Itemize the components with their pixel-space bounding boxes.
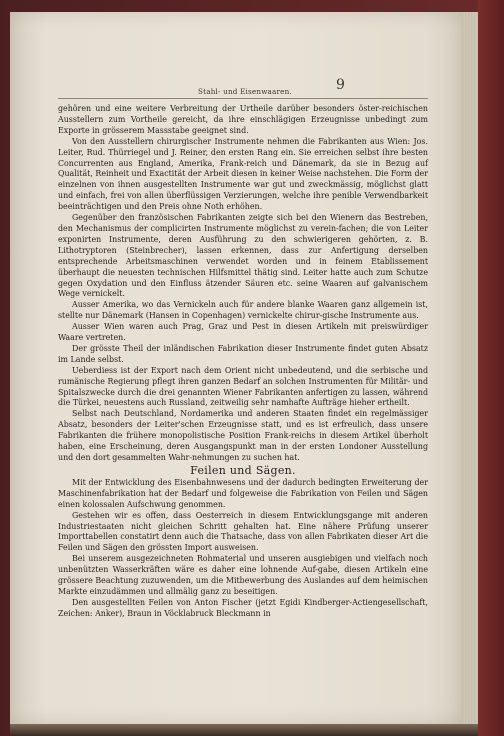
book-cover	[478, 0, 504, 736]
paragraph: Selbst nach Deutschland, Nordamerika und anderen Staaten findet ein regelmässiger Absatz, besonders der Leiter'schen Erzeugnisse statt, und es ist erfreulich, dass unsere Fabrikanten die frühere monopolistische Position Frank-reichs in diesem Artikel überholt haben, eine Erscheinung, deren Ausgangspunkt man in der ersten Londoner Ausstellung und den dort gesammelten Wahr-nehmungen zu suchen hat.	[58, 409, 428, 462]
paragraph: Den ausgestellten Feilen von Anton Fischer (jetzt Egidi Kindberger-Actiengesellschaft, Zeichen: Anker), Braun in Vöcklabruck Bleckmann in	[58, 597, 428, 618]
paragraph: Ausser Wien waren auch Prag, Graz und Pest in diesen Artikeln mit preiswürdiger Waare vertreten.	[58, 322, 428, 343]
header-rule	[58, 98, 428, 99]
paragraph: Mit der Entwicklung des Eisenbahnwesens und der dadurch bedingten Erweiterung der Maschinenfabrikation hat der Bedarf und folgeweise die Fabrikation von Feilen und Sägen einen kolossalen Aufschwung genommen.	[58, 477, 428, 509]
paragraph: Ueberdiess ist der Export nach dem Orient nicht unbedeutend, und die serbische und rumänische Regierung pflegt ihren ganzen Bedarf an solchen Instrumenten für Militär- und Spitalszwecke durch die drei genannten Wiener Fabrikanten anfertigen zu lassen, während die Türkei, neuestens auch Russland, zeitweilig sehr namhafte Aufträge hieher ertheilt.	[58, 365, 428, 408]
page-number: 9	[336, 77, 345, 93]
paragraph: Ausser Amerika, wo das Vernickeln auch für andere blanke Waaren ganz allgemein ist, stellte nur Dänemark (Hansen in Copenhagen) vernickelte chirur-gische Instrumente aus.	[58, 300, 428, 321]
paragraph: Der grösste Theil der inländischen Fabrikation dieser Instrumente findet guten Absatz im Lande selbst.	[58, 343, 428, 364]
page-content	[58, 77, 428, 680]
paragraph: Gegenüber den französischen Fabrikanten zeigte sich bei den Wienern das Bestreben, den Mechanismus der complicirten Instrumente möglichst zu verein-fachen; die von Leiter exponirten Instrumente, deren Ausführung zu den schwierigeren gehörten, z. B. Lithotryptoren (Steinbrecher), lassen erkennen, dass zur Anfertigung derselben entsprechende Arbeitsmaschinen verwendet worden und in feinem Etablissement überhaupt die neuesten technischen Hilfsmittel thätig sind. Leiter hatte auch zum Schutze gegen Oxydation und den Einfluss ätzender Säuren etc. seine Waaren auf galvanischem Wege vernickelt.	[58, 213, 428, 299]
page-edges	[462, 12, 478, 724]
body-text	[58, 104, 428, 620]
book-bottom-edge	[10, 724, 478, 736]
running-title: Stahl- und Eisenwaaren.	[198, 87, 292, 96]
paragraph: gehören und eine weitere Verbreitung der Urtheile darüber besonders öster-reichischen Ausstellern zum Vortheile gereicht, da ihre einschlägigen Erzeugnisse unbedingt zum Exporte in grösserem Massstabe geeignet sind.	[58, 104, 428, 135]
section-heading: Feilen und Sägen.	[190, 463, 296, 477]
paragraph: Gestehen wir es offen, dass Oesterreich in diesem Entwicklungsgange mit anderen Industriestaaten nicht gleichen Schritt gehalten hat. Eine nähere Prüfung unserer Importtabellen constatirt denn auch die Thatsache, dass von allen Fabrikaten dieser Art die Feilen und Sägen den grössten Import ausweisen.	[58, 510, 428, 553]
running-head	[58, 77, 428, 96]
paragraph: Bei unserem ausgezeichneten Rohmaterial und unseren ausgiebigen und vielfach noch unbenützten Wasserkräften wäre es daher eine lohnende Auf-gabe, diesen Artikeln eine grössere Beachtung zuzuwenden, um die Mitbewerbung des Auslandes auf dem heimischen Markte einzudämmen und allmälig ganz zu beseitigen.	[58, 554, 428, 596]
paragraph: Von den Ausstellern chirurgischer Instrumente nehmen die Fabrikanten aus Wien: Jos. Leiter, Rud. Thürriegel und J. Reiner, den ersten Rang ein. Sie erreichen selbst ihre besten Concurrenten aus England, Amerika, Frank-reich und Dänemark, da sie in Bezug auf Qualität, Reinheit und Exactität der Arbeit diesen in keiner Weise nachstehen. Die Form der einzelnen von ihnen ausgestellten Instrumente war gut und zweckmässig, möglichst glatt und einfach, frei von allen überflüssigen Verzierungen, welche ihre penible Verwendbarkeit beeinträchtigen und den Preis ohne Noth erhöhen.	[58, 136, 428, 212]
